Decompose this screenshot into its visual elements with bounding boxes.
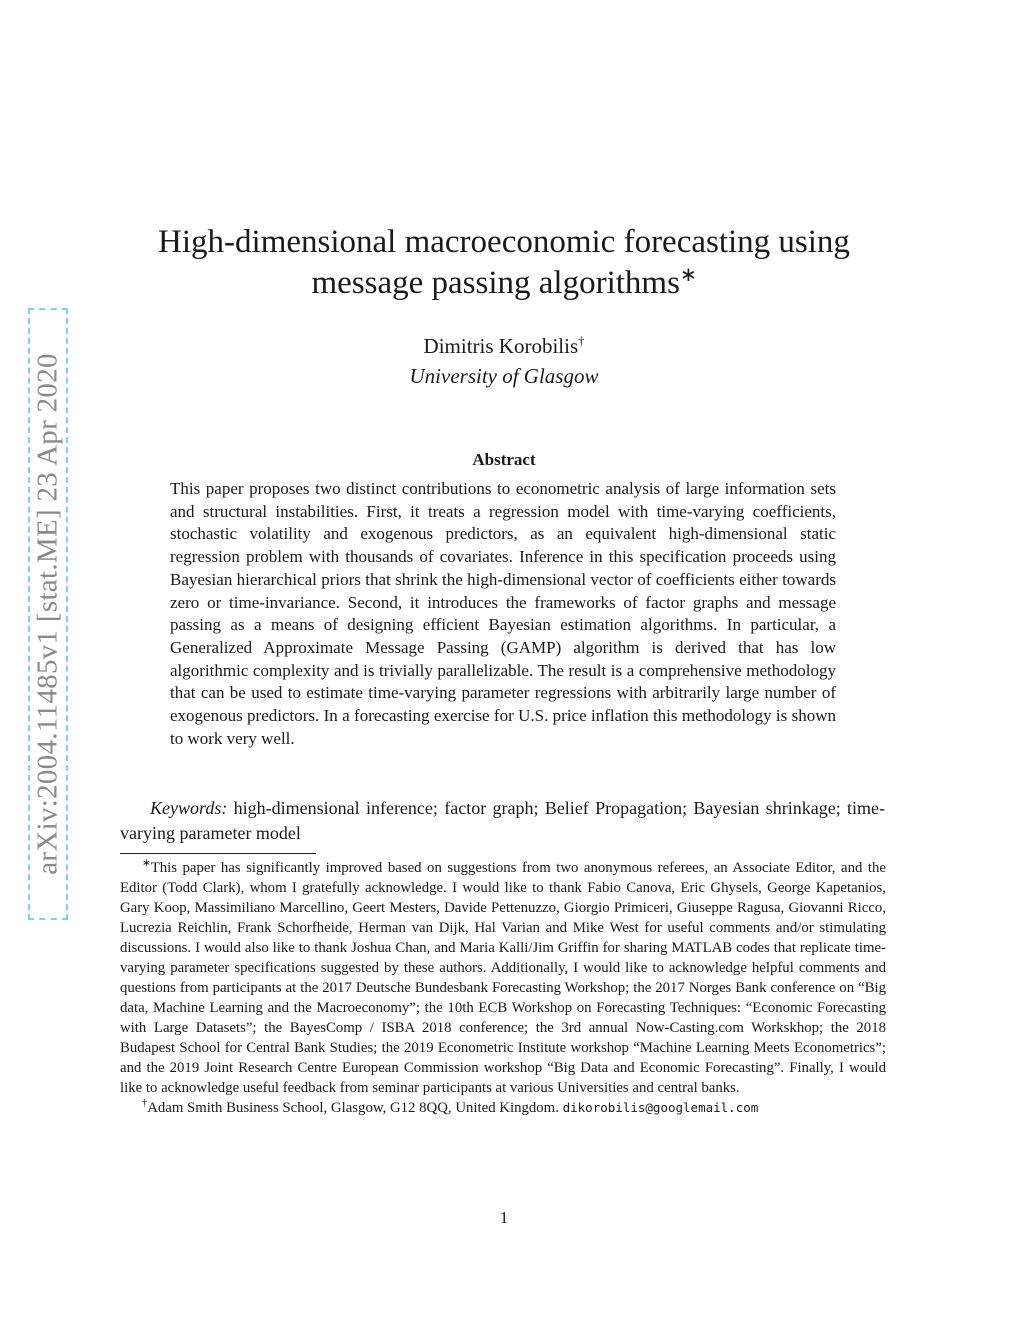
keywords	[120, 796, 885, 845]
abstract-text: This paper proposes two distinct contributions to econometric analysis of large information sets and structural instabilities. First, it treats a regression model with time-varying coefficients, stochastic volatility and exogenous predictors, as an equivalent high-dimensional static regression problem with thousands of covariates. Inference in this specification proceeds using Bayesian hierarchical priors that shrink the high-dimensional vector of coefficients either towards zero or time-invariance. Second, it introduces the frameworks of factor graphs and message passing as a means of designing efficient Bayesian estimation algorithms. In particular, a Generalized Approximate Message Passing (GAMP) algorithm is derived that has low algorithmic complexity and is trivially parallelizable. The result is a comprehensive methodology that can be used to estimate time-varying parameter regressions with arbitrarily large number of exogenous predictors. In a forecasting exercise for U.S. price inflation this methodology is shown to work very well.	[170, 479, 836, 748]
author-name: Dimitris Korobilis	[423, 334, 579, 358]
author	[120, 332, 888, 360]
footnote-acknowledgements	[120, 858, 886, 1098]
keywords-text: high-dimensional inference; factor graph; Belief Propagation; Bayesian shrinkage; time-varying parameter model	[120, 798, 886, 843]
page-number: 1	[499, 1208, 509, 1227]
author-affiliation: University of Glasgow	[409, 364, 599, 388]
arxiv-stamp	[28, 308, 68, 920]
title-line-1: High-dimensional macroeconomic forecasting using	[158, 224, 850, 260]
footnote-1-marker: ∗	[142, 858, 151, 870]
author-email-link[interactable]: dikorobilis@googlemail.com	[562, 1100, 759, 1115]
footnote-2-text: Adam Smith Business School, Glasgow, G12 8QQ, United Kingdom.	[147, 1100, 559, 1116]
keywords-label: Keywords:	[150, 798, 228, 818]
title-footnote-marker: ∗	[679, 264, 697, 286]
footnote-rule	[120, 853, 316, 854]
arxiv-identifier: arXiv:2004.11485v1 [stat.ME] 23 Apr 2020	[31, 353, 64, 875]
author-footnote-marker: †	[578, 334, 585, 348]
title-line-2: message passing algorithms	[311, 265, 680, 301]
footnote-2-marker: †	[142, 1098, 148, 1110]
paper-title	[120, 222, 888, 304]
abstract-heading: Abstract	[472, 450, 536, 469]
footnotes	[120, 858, 886, 1118]
footnote-address	[120, 1098, 886, 1118]
footnote-1-text: This paper has significantly improved based on suggestions from two anonymous referees, an Associate Editor, and the Editor (Todd Clark), whom I gratefully acknowledge. I would like to thank Fabio Canova, Eric Ghysels, George Kapetanios, Gary Koop, Massimiliano Marcellino, Geert Mesters, Davide Pettenuzzo, Giorgio Primiceri, Giuseppe Ragusa, Giovanni Ricco, Lucrezia Reichlin, Frank Schorfheide, Herman van Dijk, Hal Varian and Mike West for useful comments and/or stimulating discussions. I would also like to thank Joshua Chan, and Maria Kalli/Jim Griffin for sharing MATLAB codes that replicate time-varying parameter specifications suggested by these authors. Additionally, I would like to acknowledge helpful comments and questions from participants at the 2017 Deutsche Bundesbank Forecasting Workshop; the 2017 Norges Bank conference on “Big data, Machine Learning and the Macroeconomy”; the 10th ECB Workshop on Forecasting Techniques: “Economic Forecasting with Large Datasets”; the BayesComp / ISBA 2018 conference; the 3rd annual Now-Casting.com Workskhop; the 2018 Budapest School for Central Bank Studies; the 2019 Econometric Institute workshop “Machine Learning Meets Econometrics”; and the 2019 Joint Research Centre European Commission workshop “Big Data and Economic Forecasting”. Finally, I would like to acknowledge useful feedback from seminar participants at various Universities and central banks.	[120, 860, 886, 1096]
